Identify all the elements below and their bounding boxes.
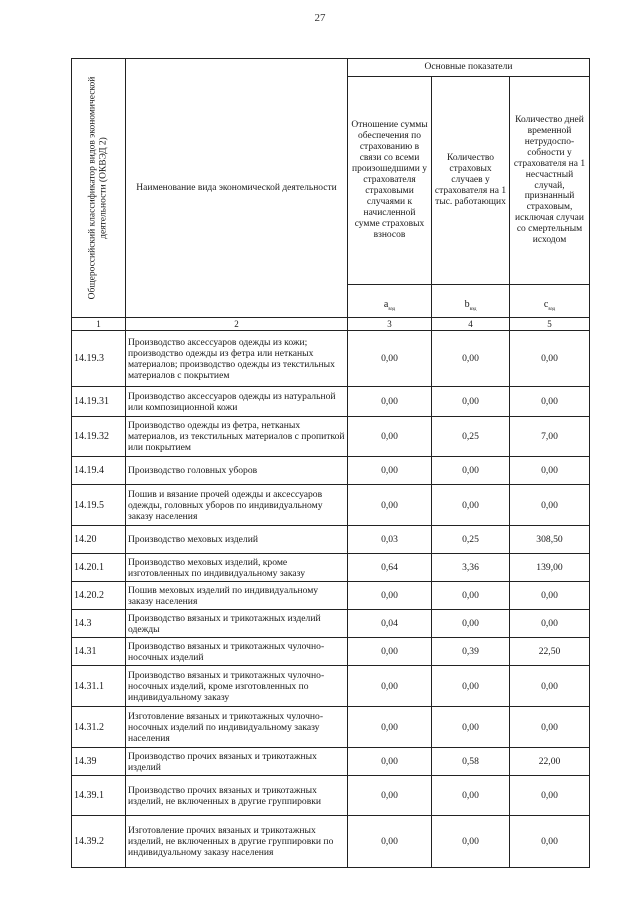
value-a-cell: 0,00 — [348, 638, 432, 666]
okved-code-cell: 14.39.2 — [72, 816, 126, 868]
activity-name-cell: Производство одежды из фетра, нетканых материалов, из текстильных материалов с пропиткой или покрытием — [126, 417, 348, 457]
activity-name-cell: Производство вязаных и трикотажных чулочно-носочных изделий, кроме изготовленных по индивидуальному заказу — [126, 666, 348, 707]
value-b-cell: 0,00 — [432, 707, 510, 748]
okved-code-cell: 14.31.2 — [72, 707, 126, 748]
activity-name-cell: Производство аксессуаров одежды из натуральной или композиционной кожи — [126, 387, 348, 417]
okved-code-cell: 14.31 — [72, 638, 126, 666]
activity-name-cell: Пошив и вязание прочей одежды и аксессуаров одежды, головных уборов по индивидуальному заказу населения — [126, 485, 348, 526]
value-b-cell: 0,00 — [432, 387, 510, 417]
column-number: 3 — [348, 318, 432, 331]
table-row — [72, 331, 590, 387]
value-b-cell: 0,00 — [432, 610, 510, 638]
value-a-cell: 0,00 — [348, 776, 432, 816]
okved-code-header-text: Общероссийский классификатор видов экономической деятельности (ОКВЭД 2) — [87, 76, 109, 300]
value-b-cell: 0,00 — [432, 331, 510, 387]
activity-name-cell: Производство меховых изделий, кроме изготовленных по индивидуальному заказу — [126, 554, 348, 582]
okved-code-cell: 14.19.32 — [72, 417, 126, 457]
value-c-cell: 0,00 — [510, 485, 590, 526]
column-number: 1 — [72, 318, 126, 331]
value-c-cell: 0,00 — [510, 666, 590, 707]
okved-code-cell: 14.19.3 — [72, 331, 126, 387]
okved-code-cell: 14.19.31 — [72, 387, 126, 417]
value-c-cell: 0,00 — [510, 457, 590, 485]
value-c-cell: 308,50 — [510, 526, 590, 554]
column-number: 5 — [510, 318, 590, 331]
okved-code-cell: 14.39 — [72, 748, 126, 776]
value-c-cell: 0,00 — [510, 331, 590, 387]
column-number-row — [72, 318, 590, 331]
okved-code-cell: 14.31.1 — [72, 666, 126, 707]
value-b-cell: 0,00 — [432, 485, 510, 526]
value-a-cell: 0,00 — [348, 816, 432, 868]
table-body — [72, 331, 590, 868]
table-row — [72, 582, 590, 610]
column-number: 4 — [432, 318, 510, 331]
value-b-cell: 0,00 — [432, 666, 510, 707]
value-a-cell: 0,64 — [348, 554, 432, 582]
days-header: Количество дней временной нетрудоспо-собности у страхователя на 1 несчастный случай, признанный страховым, исключая случаи со смертельным исходом — [510, 77, 590, 285]
activity-name-cell: Производство вязаных и трикотажных чулочно-носочных изделий — [126, 638, 348, 666]
table-row — [72, 610, 590, 638]
table-row — [72, 638, 590, 666]
value-a-cell: 0,00 — [348, 666, 432, 707]
value-a-cell: 0,00 — [348, 582, 432, 610]
okved-code-cell: 14.19.4 — [72, 457, 126, 485]
activity-name-cell: Изготовление прочих вязаных и трикотажных изделий, не включенных в другие группировки по индивидуальному заказу населения — [126, 816, 348, 868]
value-a-cell: 0,00 — [348, 387, 432, 417]
okved-code-cell: 14.19.5 — [72, 485, 126, 526]
table-row — [72, 387, 590, 417]
symbol-a-header: $a_{вэд}$ — [348, 285, 432, 318]
table-row — [72, 776, 590, 816]
value-c-cell: 0,00 — [510, 582, 590, 610]
activity-name-cell: Производство вязаных и трикотажных изделий одежды — [126, 610, 348, 638]
value-c-cell: 0,00 — [510, 707, 590, 748]
symbol-c-header: $c_{вэд}$ — [510, 285, 590, 318]
value-b-cell: 0,39 — [432, 638, 510, 666]
okved-code-header — [72, 59, 126, 318]
value-a-cell: 0,00 — [348, 748, 432, 776]
table-row — [72, 485, 590, 526]
value-c-cell: 0,00 — [510, 610, 590, 638]
okved-code-cell: 14.20.1 — [72, 554, 126, 582]
activity-name-cell: Изготовление вязаных и трикотажных чулочно-носочных изделий по индивидуальному заказу населения — [126, 707, 348, 748]
value-a-cell: 0,00 — [348, 485, 432, 526]
value-c-cell: 7,00 — [510, 417, 590, 457]
value-b-cell: 3,36 — [432, 554, 510, 582]
table-row — [72, 666, 590, 707]
value-b-cell: 0,00 — [432, 816, 510, 868]
value-b-cell: 0,25 — [432, 526, 510, 554]
value-c-cell: 0,00 — [510, 816, 590, 868]
value-c-cell: 22,50 — [510, 638, 590, 666]
value-a-cell: 0,00 — [348, 417, 432, 457]
okved-code-cell: 14.20.2 — [72, 582, 126, 610]
value-b-cell: 0,00 — [432, 457, 510, 485]
table-row — [72, 526, 590, 554]
table-row — [72, 707, 590, 748]
activity-name-cell: Производство меховых изделий — [126, 526, 348, 554]
activity-name-cell: Производство аксессуаров одежды из кожи; производство одежды из фетра или нетканых материалов; производство одежды из текстильных материалов с покрытием — [126, 331, 348, 387]
page-number: 27 — [314, 12, 326, 24]
table-row — [72, 748, 590, 776]
table-row — [72, 816, 590, 868]
value-a-cell: 0,03 — [348, 526, 432, 554]
activity-name-cell: Производство головных уборов — [126, 457, 348, 485]
table-row — [72, 457, 590, 485]
value-a-cell: 0,00 — [348, 457, 432, 485]
activity-name-cell: Пошив меховых изделий по индивидуальному заказу населения — [126, 582, 348, 610]
activity-name-header: Наименование вида экономической деятельности — [126, 59, 348, 318]
value-c-cell: 0,00 — [510, 776, 590, 816]
table-row — [72, 417, 590, 457]
main-indicators-header: Основные показатели — [348, 59, 590, 77]
value-b-cell: 0,25 — [432, 417, 510, 457]
okved-code-cell: 14.20 — [72, 526, 126, 554]
value-a-cell: 0,04 — [348, 610, 432, 638]
value-b-cell: 0,58 — [432, 748, 510, 776]
value-a-cell: 0,00 — [348, 707, 432, 748]
okved-code-cell: 14.3 — [72, 610, 126, 638]
activity-name-cell: Производство прочих вязаных и трикотажных изделий, не включенных в другие группировки — [126, 776, 348, 816]
column-number: 2 — [126, 318, 348, 331]
activity-name-cell: Производство прочих вязаных и трикотажных изделий — [126, 748, 348, 776]
okved-table — [71, 58, 590, 868]
table-row — [72, 554, 590, 582]
value-c-cell: 0,00 — [510, 387, 590, 417]
value-a-cell: 0,00 — [348, 331, 432, 387]
value-c-cell: 22,00 — [510, 748, 590, 776]
value-b-cell: 0,00 — [432, 582, 510, 610]
ratio-header: Отношение суммы обеспечения по страхованию в связи со всеми произошедшими у страхователя страховыми случаями к начисленной сумме страховых взносов — [348, 77, 432, 285]
symbol-b-header: $b_{вэд}$ — [432, 285, 510, 318]
value-b-cell: 0,00 — [432, 776, 510, 816]
cases-header: Количество страховых случаев у страхователя на 1 тыс. работающих — [432, 77, 510, 285]
value-c-cell: 139,00 — [510, 554, 590, 582]
okved-code-cell: 14.39.1 — [72, 776, 126, 816]
